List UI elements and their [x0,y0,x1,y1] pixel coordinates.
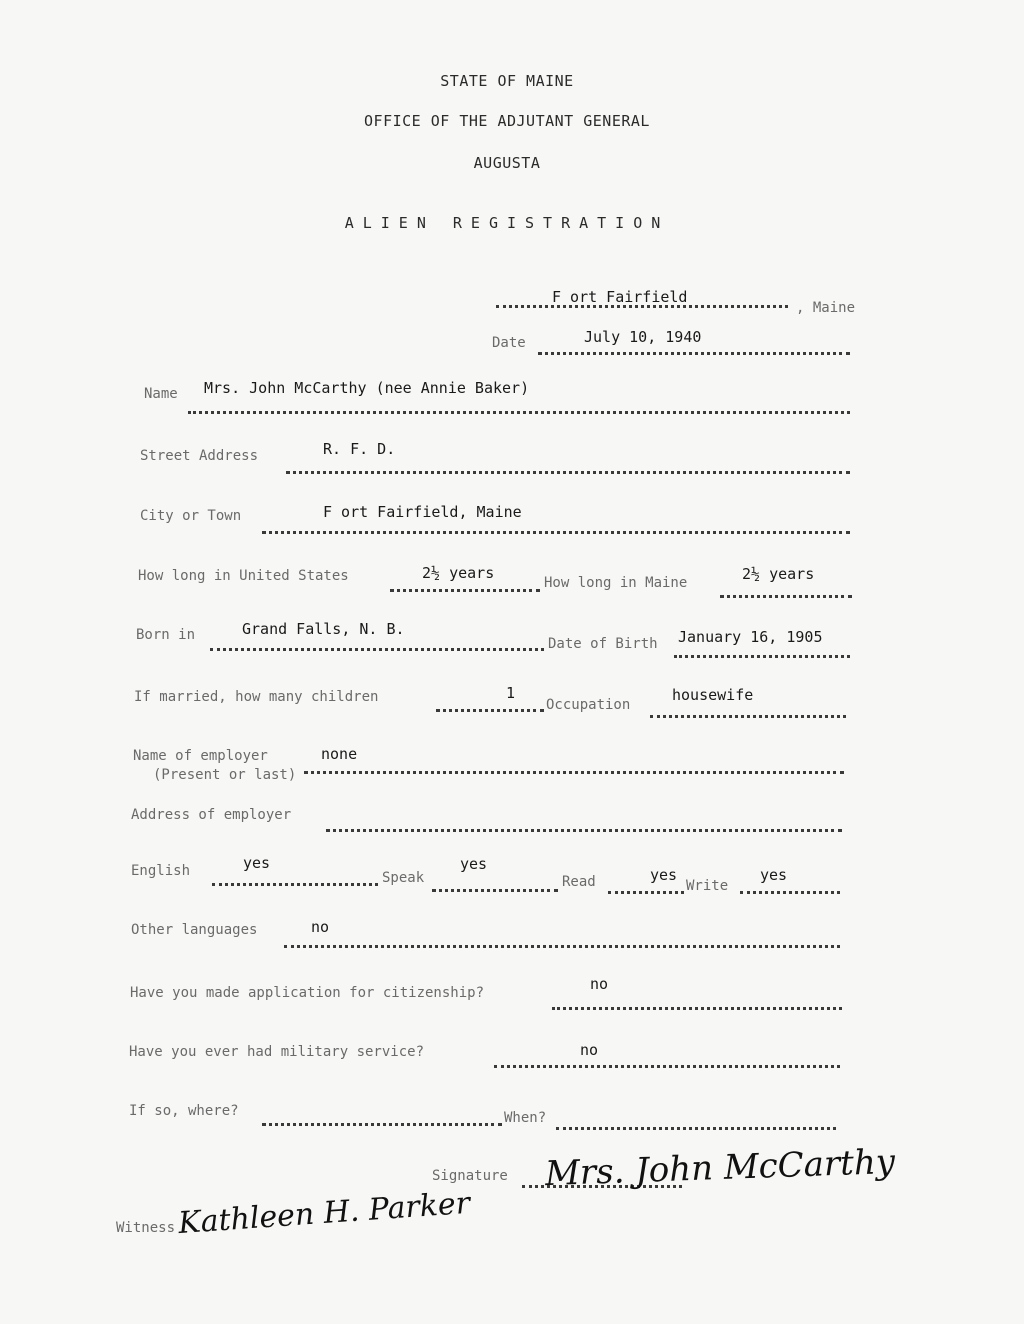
employer-sub-label: (Present or last) [153,767,297,783]
place-state: , Maine [796,300,856,316]
born-value: Grand Falls, N. B. [242,620,405,638]
english-value: yes [243,854,271,872]
header-city: AUGUSTA [473,154,541,172]
name-dots [188,408,850,414]
street-label: Street Address [140,448,259,464]
other-languages-dots [284,942,840,948]
dob-label: Date of Birth [548,636,658,652]
header-state: STATE OF MAINE [440,72,574,90]
read-label: Read [562,874,596,890]
english-dots [212,880,378,886]
signature-handwriting: Mrs. John McCarthy [544,1141,896,1195]
city-value: F ort Fairfield, Maine [323,503,522,521]
name-label: Name [144,386,178,402]
name-value: Mrs. John McCarthy (nee Annie Baker) [204,379,530,397]
english-label: English [131,863,191,879]
when-dots [556,1124,836,1130]
other-languages-value: no [311,918,330,936]
born-label: Born in [136,627,196,643]
maine-dots [720,592,852,598]
street-value: R. F. D. [323,440,396,458]
citizenship-label: Have you made application for citizenship? [130,985,485,1001]
military-value: no [580,1041,599,1059]
write-dots [740,888,840,894]
children-value: 1 [506,684,516,702]
occupation-dots [650,712,846,718]
witness-handwriting: Kathleen H. Parker [177,1185,472,1242]
where-dots [262,1120,502,1126]
speak-dots [432,886,558,892]
children-dots [436,706,544,712]
employer-value: none [321,745,358,763]
us-dots [390,586,540,592]
speak-value: yes [460,855,488,873]
dob-dots [674,652,850,658]
street-dots [286,468,850,474]
maine-label: How long in Maine [544,575,688,591]
occupation-value: housewife [672,686,754,704]
write-value: yes [760,866,788,884]
speak-label: Speak [382,870,425,886]
employer-address-dots [326,826,842,832]
city-dots [262,528,850,534]
employer-address-label: Address of employer [131,807,292,823]
maine-value: 2½ years [742,565,815,583]
date-value: July 10, 1940 [584,328,702,346]
place-state-text: Maine [812,300,856,316]
read-value: yes [650,866,678,884]
place-town: F ort Fairfield [552,288,688,306]
military-label: Have you ever had military service? [129,1044,425,1060]
occupation-label: Occupation [546,697,631,713]
citizenship-value: no [590,975,609,993]
signature-label: Signature [432,1168,508,1184]
dob-value: January 16, 1905 [678,628,823,646]
date-label: Date [492,335,526,351]
employer-label: Name of employer [133,748,268,764]
date-dots [538,349,850,355]
write-label: Write [686,878,729,894]
city-label: City or Town [140,508,242,524]
form-title: ALIEN REGISTRATION [344,214,670,232]
when-label: When? [504,1110,547,1126]
children-label: If married, how many children [134,689,379,705]
military-dots [494,1062,840,1068]
other-languages-label: Other languages [131,922,258,938]
citizenship-dots [552,1004,842,1010]
where-label: If so, where? [129,1103,239,1119]
header-office: OFFICE OF THE ADJUTANT GENERAL [364,112,650,130]
employer-dots [304,768,844,774]
witness-label: Witness [116,1220,176,1236]
us-value: 2½ years [422,564,495,582]
us-label: How long in United States [138,568,349,584]
read-dots [608,888,684,894]
born-dots [210,645,544,651]
